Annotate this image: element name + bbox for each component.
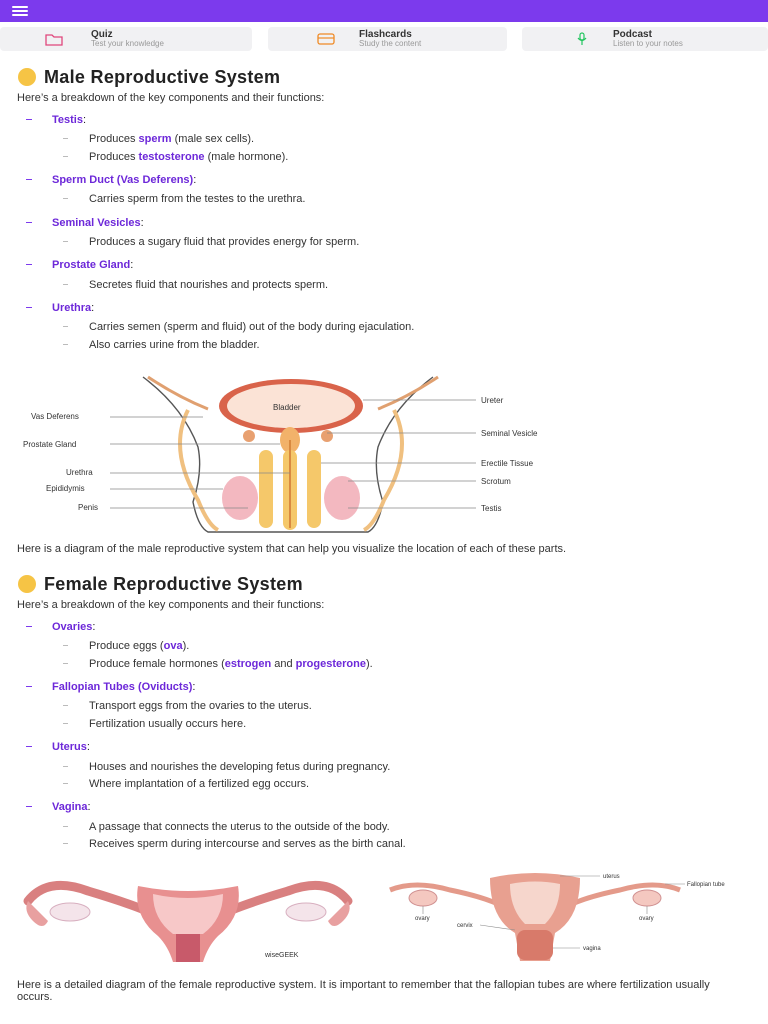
term-vagina: Vagina: [26,801,91,814]
woman-emoji-icon [18,575,36,593]
label-uterus: uterus [603,874,620,880]
list-item: Houses and nourishes the developing fetus during pregnancy. [63,761,390,774]
quiz-subtitle: Test your knowledge [91,39,164,48]
cards-icon [316,32,336,46]
label-vas-deferens: Vas Deferens [31,412,79,421]
list-item: Transport eggs from the ovaries to the uterus. [63,700,312,713]
list-item: Carries semen (sperm and fluid) out of the body during ejaculation. [63,321,414,334]
list-item: Where implantation of a fertilized egg occurs. [63,778,309,791]
list-item: Fertilization usually occurs here. [63,718,246,731]
term-uterus: Uterus: [26,741,90,754]
label-scrotum: Scrotum [481,477,511,486]
term-ovaries: Ovaries: [26,621,95,634]
label-ovary-left: ovary [415,916,430,922]
man-emoji-icon [18,68,36,86]
label-vagina: vagina [583,946,601,952]
term-urethra: Urethra: [26,302,94,315]
male-intro: Here’s a breakdown of the key components and their functions: [17,92,325,104]
label-penis: Penis [78,503,99,512]
term-sperm-duct: Sperm Duct (Vas Deferens): [26,174,196,187]
label-epididymis: Epididymis [46,484,85,493]
podcast-subtitle: Listen to your notes [613,39,683,48]
label-urethra: Urethra [66,468,93,477]
label-bladder: Bladder [273,403,301,412]
female-intro: Here’s a breakdown of the key components and their functions: [17,599,325,611]
label-ureter: Ureter [481,396,504,405]
label-cervix: cervix [457,923,473,929]
label-testis: Testis [481,504,502,513]
list-item: Also carries urine from the bladder. [63,339,260,352]
male-section-title: Male Reproductive System [18,67,280,87]
female-section-title: Female Reproductive System [18,574,303,594]
list-item: Produce female hormones (estrogen and progesterone). [63,658,373,671]
list-item: Produces a sugary fluid that provides energy for sperm. [63,236,359,249]
label-prostate-gland: Prostate Gland [23,440,77,449]
watermark-text: wiseGEEK [265,952,299,959]
podcast-title: Podcast [613,29,652,40]
term-prostate-gland: Prostate Gland: [26,259,133,272]
label-erectile-tissue: Erectile Tissue [481,459,534,468]
flashcards-subtitle: Study the content [359,39,422,48]
female-diagram-left [18,866,358,962]
list-item: Produces testosterone (male hormone). [63,151,288,164]
hamburger-menu-icon[interactable] [12,6,28,16]
flashcards-card[interactable] [268,27,507,51]
female-diagram-caption: Here is a detailed diagram of the female reproductive system. It is important to remember that the fallopian tubes are where fertilization usually occurs. [17,979,710,1003]
list-item: Carries sperm from the testes to the urethra. [63,193,305,206]
list-item: Secretes fluid that nourishes and protects sperm. [63,279,328,292]
microphone-icon [572,32,592,46]
feature-cards [0,27,768,52]
label-ovary-right: ovary [639,916,654,922]
label-fallopian-tube: Fallopian tube [687,882,725,888]
top-app-bar [0,0,768,22]
podcast-card[interactable] [522,27,768,51]
flashcards-title: Flashcards [359,29,412,40]
list-item: Produce eggs (ova). [63,640,189,653]
male-reproductive-diagram [18,370,578,540]
term-fallopian-tubes: Fallopian Tubes (Oviducts): [26,681,195,694]
label-seminal-vesicle: Seminal Vesicle [481,429,538,438]
quiz-title: Quiz [91,29,113,40]
term-seminal-vesicles: Seminal Vesicles: [26,217,144,230]
list-item: Produces sperm (male sex cells). [63,133,254,146]
list-item: Receives sperm during intercourse and serves as the birth canal. [63,838,406,851]
female-diagram-right [385,868,745,962]
quiz-card[interactable] [0,27,252,51]
male-diagram-caption: Here is a diagram of the male reproductive system that can help you visualize the location of each of these parts. [17,543,567,555]
term-testis: Testis: [26,114,86,127]
folder-icon [44,32,64,46]
list-item: A passage that connects the uterus to the outside of the body. [63,821,390,834]
